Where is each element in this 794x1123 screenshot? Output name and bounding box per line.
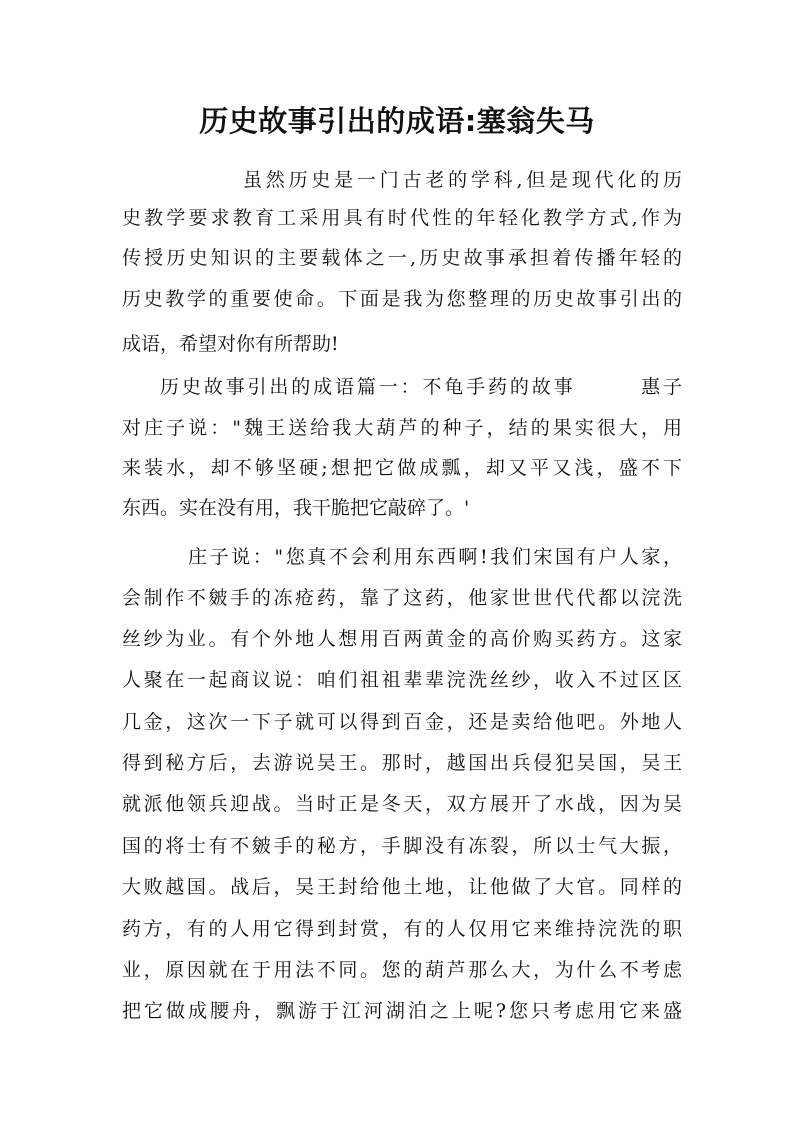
paragraph-line-18: 大败越国。战后，吴王封给他土地，让他做了大官。同样的 (122, 876, 682, 898)
paragraph-line-16: 就派他领兵迎战。当时正是冬天，双方展开了水战，因为吴 (122, 793, 682, 815)
paragraph-line-10: 庄子说："您真不会利用东西啊!我们宋国有户人家， (188, 546, 682, 568)
paragraph-line-6: 历史故事引出的成语篇一：不龟手药的故事 惠子 (160, 376, 682, 398)
paragraph-line-13: 人聚在一起商议说：咱们祖祖辈辈浣洗丝纱，收入不过区区 (122, 669, 682, 691)
paragraph-line-8: 来装水，却不够坚硬;想把它做成瓢，却又平又浅，盛不下 (122, 457, 682, 479)
paragraph-line-3: 传授历史知识的主要载体之一,历史故事承担着传播年轻的 (122, 247, 682, 269)
paragraph-line-7: 对庄子说："魏王送给我大葫芦的种子，结的果实很大，用 (122, 417, 682, 439)
paragraph-line-15: 得到秘方后，去游说吴王。那时，越国出兵侵犯吴国，吴王 (122, 752, 682, 774)
document-title: 历史故事引出的成语:塞翁失马 (199, 104, 595, 138)
paragraph-line-19: 药方，有的人用它得到封赏，有的人仅用它来维持浣洗的职 (122, 918, 682, 940)
paragraph-line-20: 业，原因就在于用法不同。您的葫芦那么大，为什么不考虑 (122, 959, 682, 981)
paragraph-line-9: 东西。实在没有用，我干脆把它敲碎了。' (122, 497, 470, 519)
paragraph-line-4: 历史教学的重要使命。下面是我为您整理的历史故事引出的 (122, 288, 682, 310)
paragraph-line-1: 虽然历史是一门古老的学科,但是现代化的历 (243, 169, 682, 191)
paragraph-line-12: 丝纱为业。有个外地人想用百两黄金的高价购买药方。这家 (122, 628, 682, 650)
paragraph-line-21: 把它做成腰舟，飘游于江河湖泊之上呢?您只考虑用它来盛 (122, 1000, 682, 1022)
paragraph-line-2: 史教学要求教育工采用具有时代性的年轻化教学方式,作为 (122, 207, 682, 229)
paragraph-line-11: 会制作不皴手的冻疮药，靠了这药，他家世世代代都以浣洗 (122, 587, 682, 609)
paragraph-line-14: 几金，这次一下子就可以得到百金，还是卖给他吧。外地人 (122, 711, 682, 733)
paragraph-line-5: 成语，希望对你有所帮助! (122, 333, 339, 355)
paragraph-line-17: 国的将士有不皴手的秘方，手脚没有冻裂，所以士气大振， (122, 835, 682, 857)
